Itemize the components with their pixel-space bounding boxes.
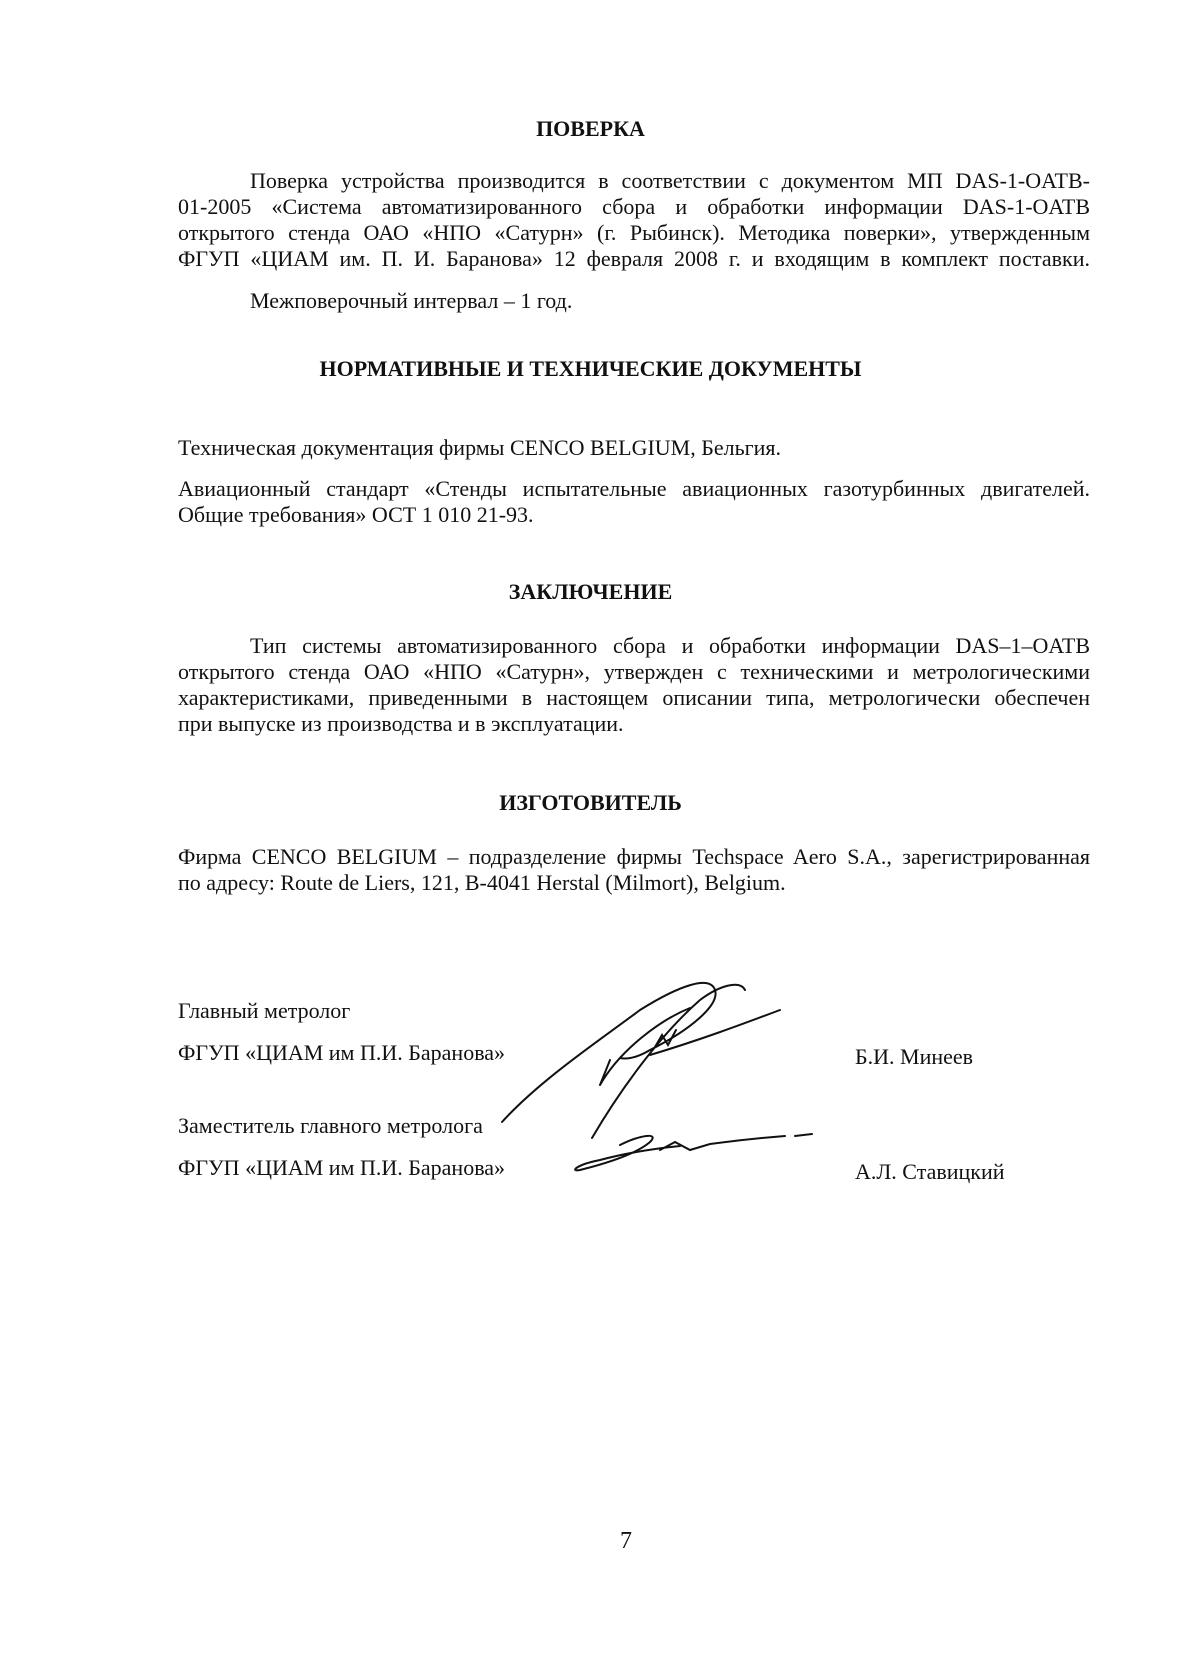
conclusion-line-2: открытого стенда ОАО «НПО «Сатурн», утвержден с техническими и метрологическими [178, 659, 1090, 684]
documents-item-1: Техническая документация фирмы CENCO BELGIUM, Бельгия. [178, 435, 782, 460]
heading-documents: НОРМАТИВНЫЕ И ТЕХНИЧЕСКИЕ ДОКУМЕНТЫ [319, 356, 862, 381]
signature-2 [575, 1134, 812, 1170]
heading-verification: ПОВЕРКА [536, 116, 645, 141]
conclusion-line-4: при выпуске из производства и в эксплуатации. [178, 711, 624, 736]
manufacturer-line-1: Фирма CENCO BELGIUM – подразделение фирмы Techspace Aero S.A., зарегистрированная [178, 844, 1090, 869]
signer-1-title: Главный метролог [178, 998, 351, 1023]
verification-line-1: Поверка устройства производится в соответствии с документом МП DAS-1-OATB- [250, 168, 1090, 193]
signer-1-name: Б.И. Минеев [855, 1044, 974, 1069]
verification-line-4: ФГУП «ЦИАМ им. П. И. Баранова» 12 февраля 2008 г. и входящим в комплект поставки. [178, 246, 1090, 271]
page-number: 7 [620, 1528, 632, 1554]
documents-item-2-line-2: Общие требования» ОСТ 1 010 21-93. [178, 502, 534, 527]
conclusion-line-1: Тип системы автоматизированного сбора и обработки информации DAS–1–OATB [250, 633, 1090, 658]
documents-item-2-line-1: Авиационный стандарт «Стенды испытательные авиационных газотурбинных двигателей. [178, 476, 1090, 501]
manufacturer-line-2: по адресу: Route de Liers, 121, B-4041 Herstal (Milmort), Belgium. [178, 870, 786, 895]
signer-1-org: ФГУП «ЦИАМ им П.И. Баранова» [178, 1040, 506, 1065]
signer-2-org: ФГУП «ЦИАМ им П.И. Баранова» [178, 1155, 506, 1180]
heading-conclusion: ЗАКЛЮЧЕНИЕ [508, 579, 673, 604]
signer-2-name: А.Л. Ставицкий [855, 1159, 1005, 1184]
signature-1 [502, 983, 780, 1138]
verification-line-2: 01-2005 «Система автоматизированного сбора и обработки информации DAS-1-OATB [178, 194, 1090, 219]
conclusion-line-3: характеристиками, приведенными в настоящем описании типа, метрологически обеспечен [178, 685, 1090, 710]
verification-interval: Межповерочный интервал – 1 год. [250, 288, 573, 313]
signer-2-title: Заместитель главного метролога [178, 1113, 483, 1138]
heading-manufacturer: ИЗГОТОВИТЕЛЬ [499, 790, 682, 815]
verification-line-3: открытого стенда ОАО «НПО «Сатурн» (г. Рыбинск). Методика поверки», утвержденным [178, 220, 1090, 245]
